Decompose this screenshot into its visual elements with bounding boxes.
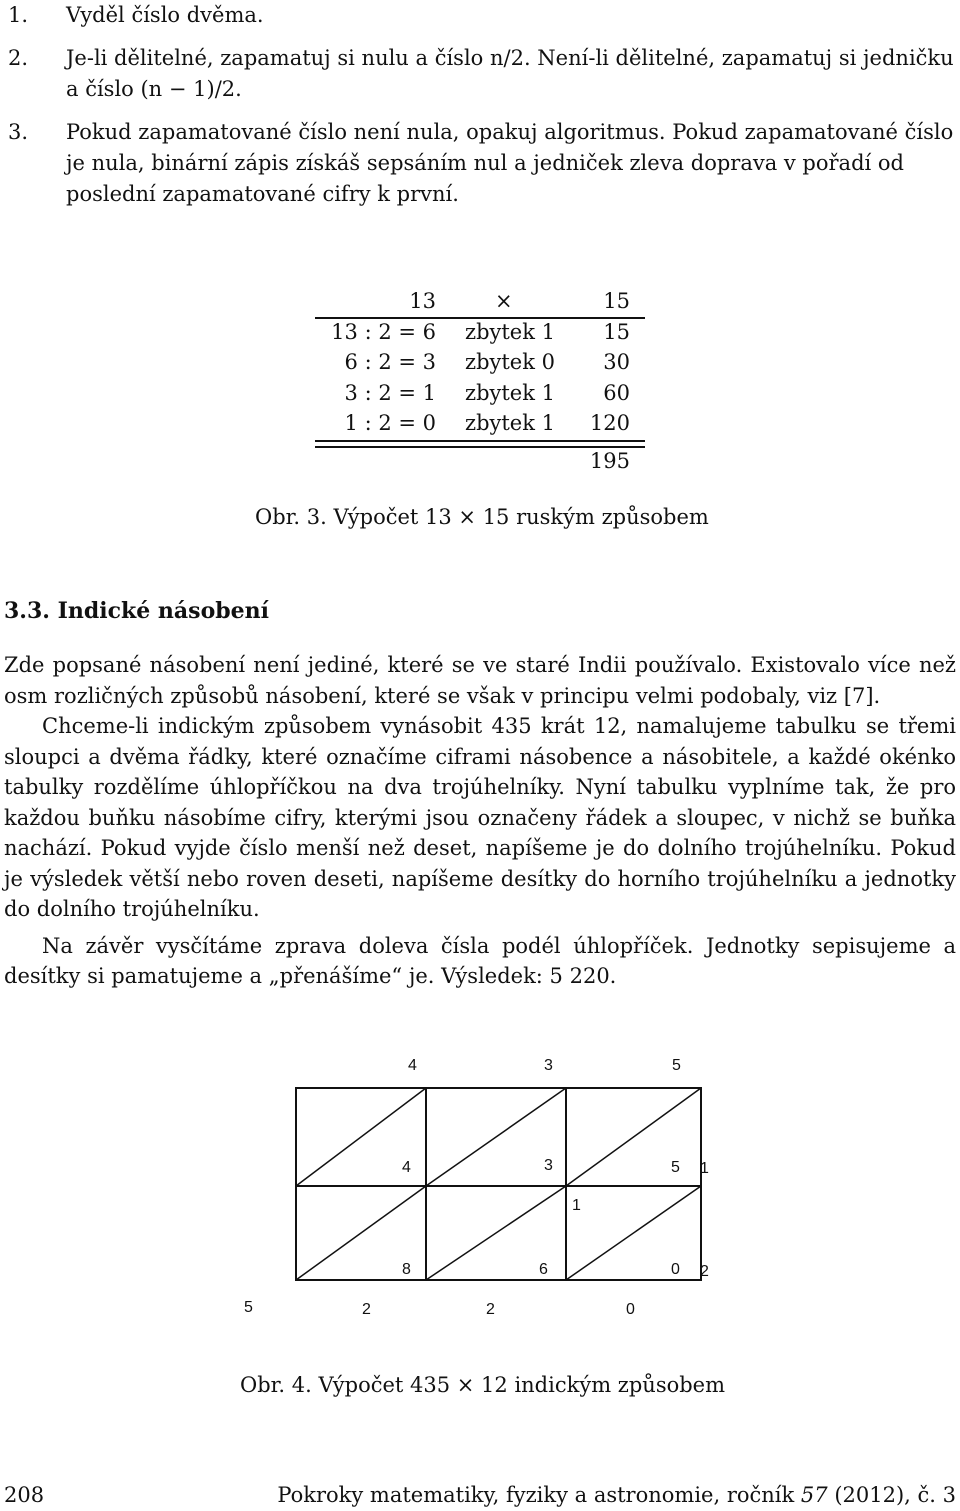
doubling-cell: 60 (603, 381, 630, 405)
column-label: 3 (544, 1057, 553, 1074)
doubling-cell: 15 (603, 320, 630, 344)
cell-digit: 8 (402, 1261, 411, 1278)
doubling-cell: 30 (603, 350, 630, 374)
step-item (0, 43, 958, 105)
total-rule-top (315, 440, 645, 442)
division-cell: 1 : 2 = 0 (344, 411, 436, 435)
remainder-cell: zbytek 1 (465, 411, 555, 435)
section-heading (4, 596, 269, 626)
result-digit: 2 (486, 1301, 495, 1318)
table-row (300, 408, 660, 438)
paragraph: Zde popsané násobení není jediné, které se ve staré Indii používalo. Existovalo více než osm rozličných způsobů násobení, které se však v principu velmi podobaly, viz [7]. (4, 653, 956, 708)
algorithm-steps (0, 0, 958, 222)
figure-4-caption: Obr. 4. Výpočet 435 × 12 indickým způsobem (240, 1373, 726, 1397)
paragraph: Chceme-li indickým způsobem vynásobit 435 krát 12, namalujeme tabulku se třemi sloupci a dvěma řádky, které označíme ciframi násobence a násobitele, a každé okénko tabulky rozdělíme úhlopříčkou na dva trojúhelníky. Nyní tabulku vyplníme tak, že pro každou buňku násobíme cifry, kterými jsou označeny řádek a sloupec, v nichž se buňka nachází. Pokud vyjde číslo menší než deset, napíšeme je do dolního trojúhelníku. Pokud je výsledek větší nebo roven deseti, napíšeme desítky do horního trojúhelníku a jednotky do dolního trojúhelníku. (4, 714, 956, 921)
table-header-row (300, 286, 660, 316)
division-cell: 13 : 2 = 6 (331, 320, 436, 344)
multiplicand: 13 (409, 289, 436, 313)
journal-name: Pokroky matematiky, fyziky a astronomie, ročník (277, 1483, 795, 1507)
cell-digit: 4 (402, 1159, 411, 1176)
section-title: Indické násobení (57, 598, 269, 624)
column-label: 4 (408, 1057, 417, 1074)
section-number: 3.3. (4, 598, 50, 624)
remainder-cell: zbytek 0 (465, 350, 555, 374)
division-cell: 6 : 2 = 3 (344, 350, 436, 374)
remainder-cell: zbytek 1 (465, 381, 555, 405)
result-digit: 0 (626, 1301, 635, 1318)
lattice-diagonal (566, 1088, 701, 1186)
step-item (0, 117, 958, 210)
row-label: 2 (700, 1263, 709, 1280)
step-number: 3. (8, 120, 29, 144)
result-digit: 2 (362, 1301, 371, 1318)
step-number: 1. (8, 3, 29, 27)
paragraph: Na závěr vysčítáme zprava doleva čísla podél úhlopříček. Jednotky sepisujeme a desítky si pamatujeme a „přenášíme“ je. Výsledek: 5 220. (4, 933, 956, 988)
step-text: Je-li dělitelné, zapamatuj si nulu a číslo n/2. Není-li dělitelné, zapamatuj si jedničku a číslo (n − 1)/2. (66, 46, 954, 101)
step-item (0, 0, 958, 31)
table-row (300, 347, 660, 377)
step-text: Pokud zapamatované číslo není nula, opakuj algoritmus. Pokud zapamatované číslo je nula, binární zápis získáš sepsáním nul a jedniček zleva doprava v pořadí od poslední zapamatované cifry k první. (66, 120, 954, 206)
multiplier: 15 (603, 289, 630, 313)
cell-digit: 6 (539, 1261, 548, 1278)
total-row (300, 446, 660, 476)
result-digit: 5 (244, 1299, 253, 1316)
lattice-diagram (230, 1040, 730, 1340)
table-row (300, 317, 660, 347)
lattice-diagonal (566, 1186, 701, 1280)
row-label: 1 (700, 1160, 709, 1177)
journal-volume: 57 (800, 1483, 828, 1507)
division-cell: 3 : 2 = 1 (344, 381, 436, 405)
figure-3-caption: Obr. 3. Výpočet 13 × 15 ruským způsobem (255, 505, 709, 529)
times-symbol: × (495, 289, 513, 313)
lattice-border (296, 1088, 701, 1280)
body-text (4, 650, 956, 992)
step-text: Vyděl číslo dvěma. (66, 3, 264, 27)
step-number: 2. (8, 46, 29, 70)
journal-citation (277, 1480, 956, 1510)
cell-digit: 1 (572, 1197, 581, 1214)
table-row (300, 378, 660, 408)
total-value: 195 (589, 449, 630, 473)
remainder-cell: zbytek 1 (465, 320, 555, 344)
cell-digit: 3 (544, 1157, 553, 1174)
page-number: 208 (4, 1483, 45, 1507)
cell-digit: 5 (671, 1159, 680, 1176)
journal-year-issue: (2012), č. 3 (834, 1483, 956, 1507)
doubling-cell: 120 (589, 411, 630, 435)
column-label: 5 (672, 1057, 681, 1074)
cell-digit: 0 (671, 1261, 680, 1278)
